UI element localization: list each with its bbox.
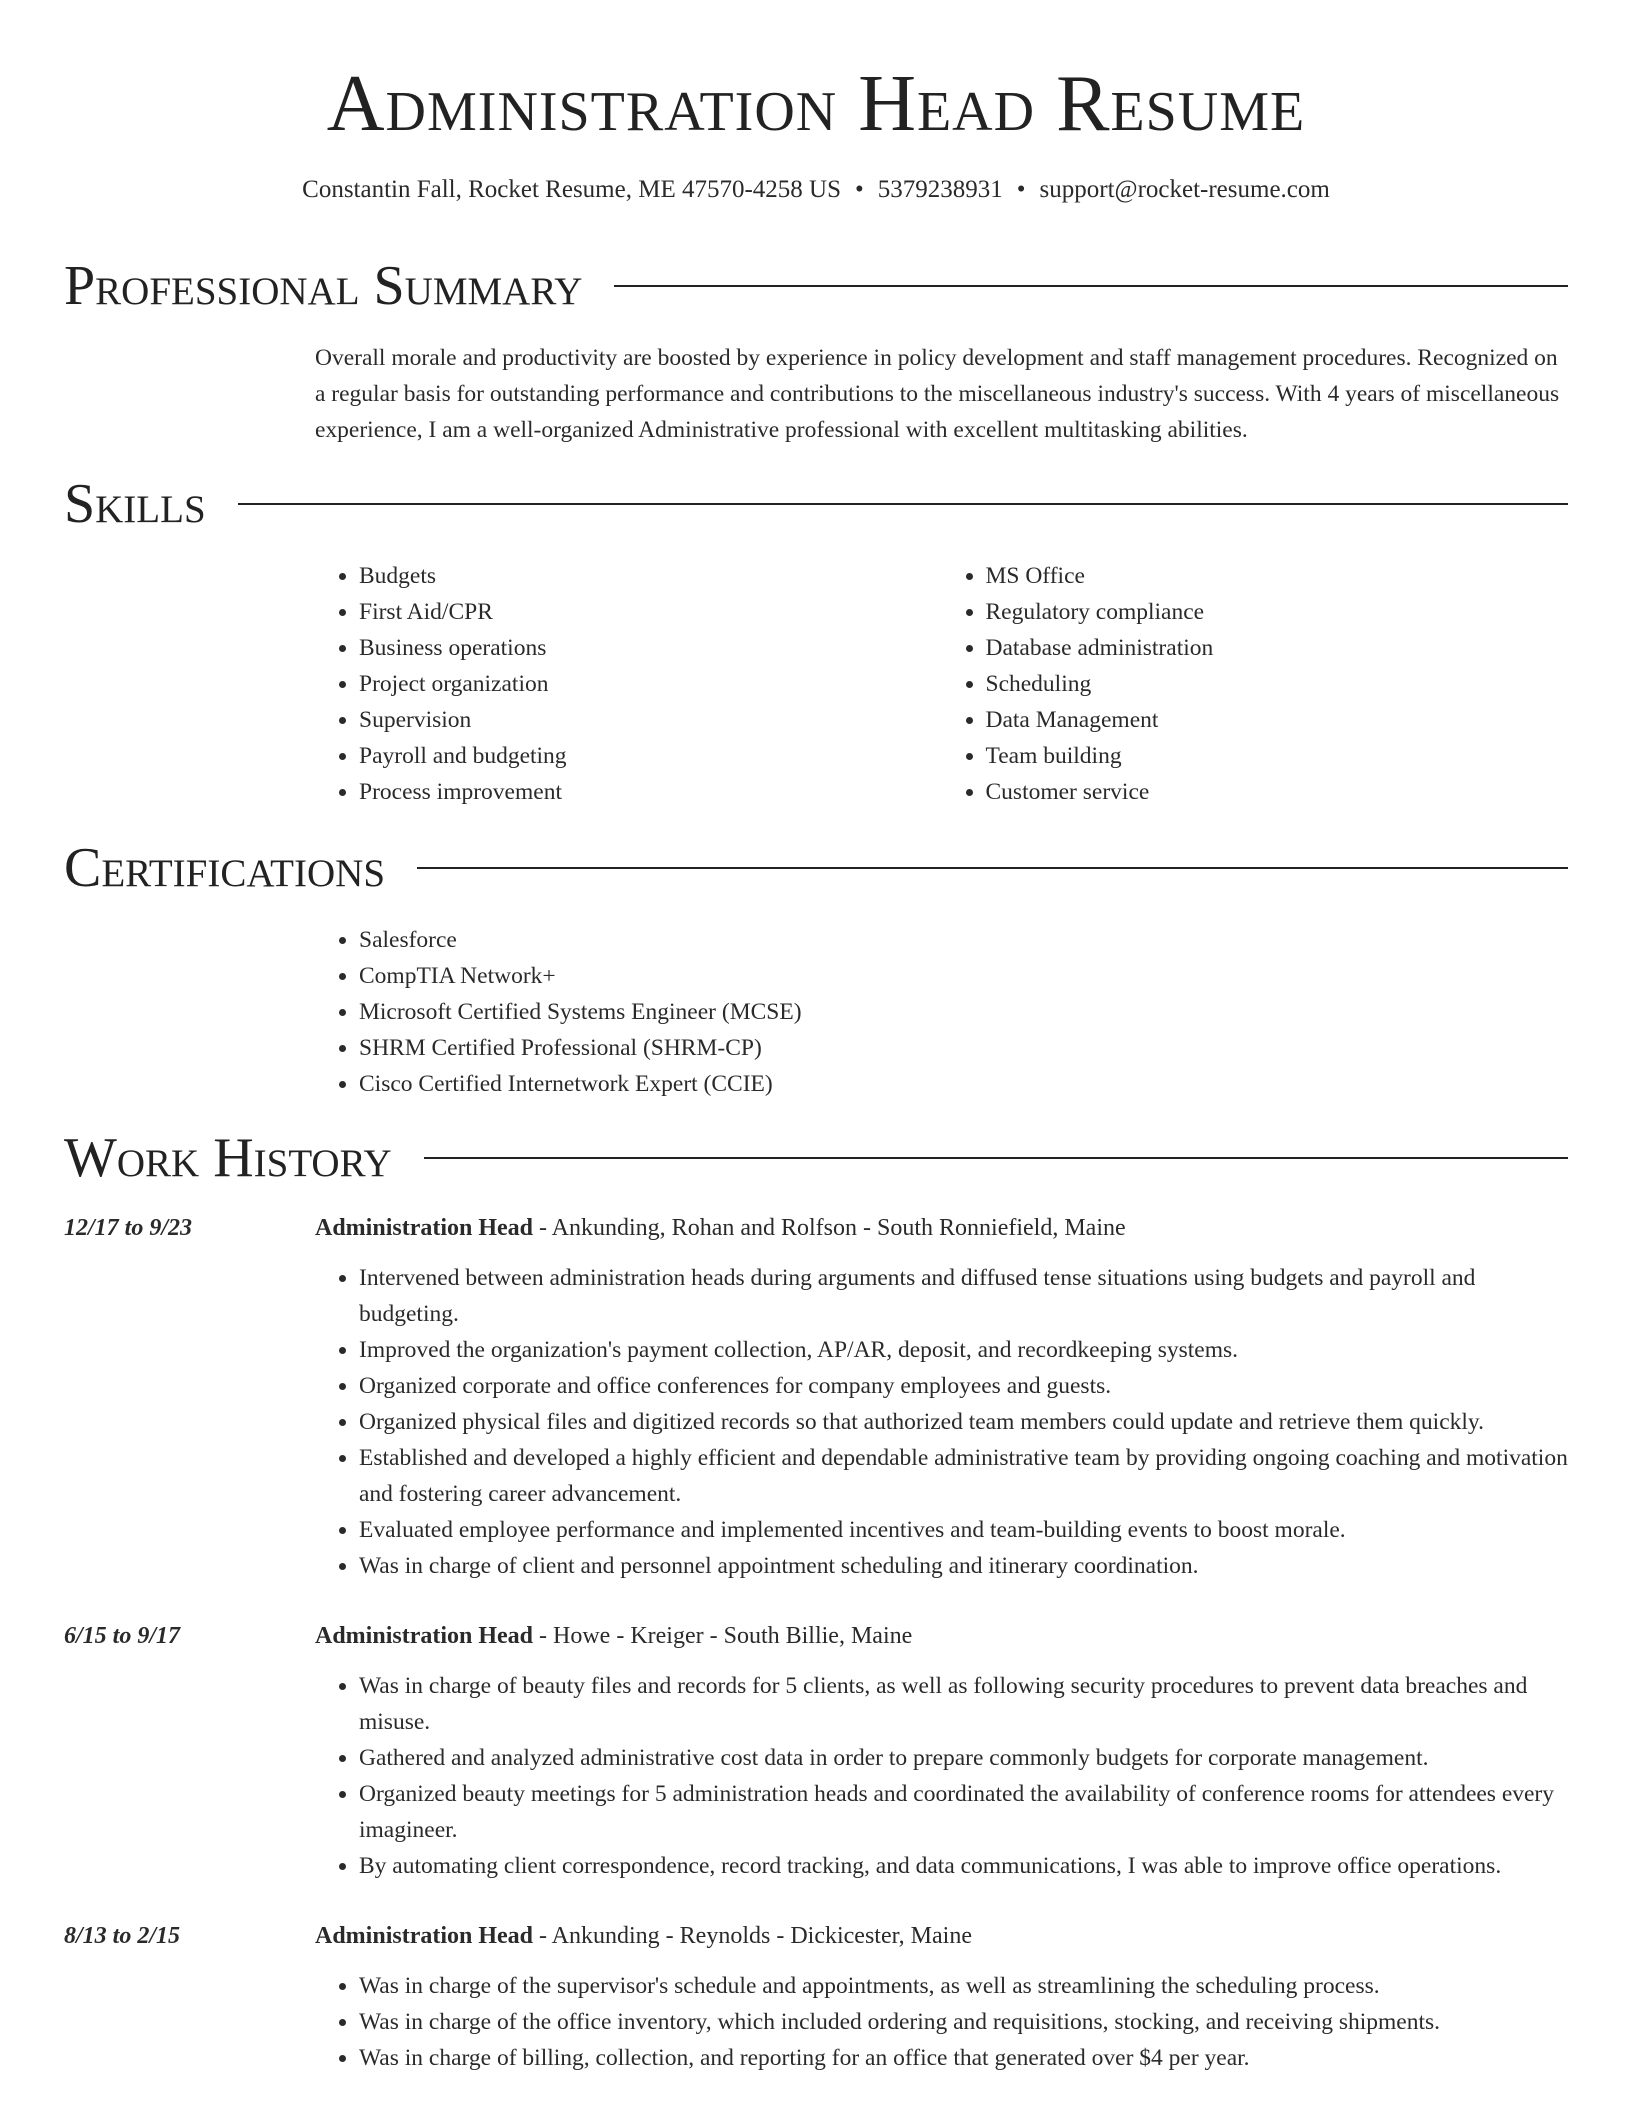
job-bullet: • Was in charge of client and personnel appointment scheduling and itinerary coordination. — [359, 1548, 1568, 1584]
skill-item: • Project organization — [359, 666, 942, 702]
skills-heading: Skills — [64, 473, 206, 535]
skill-item: • Data Management — [986, 702, 1569, 738]
job-bullet: • Organized physical files and digitized records so that authorized team members could update and retrieve them quickly. — [359, 1404, 1568, 1440]
job-entry — [64, 1918, 1568, 2076]
certification-item: • SHRM Certified Professional (SHRM-CP) — [359, 1030, 1568, 1066]
contact-line — [0, 172, 1632, 208]
certification-item: • Salesforce — [359, 922, 1568, 958]
work-history-section — [64, 1126, 1568, 2076]
summary-heading: Professional Summary — [64, 255, 583, 317]
certification-item: • CompTIA Network+ — [359, 958, 1568, 994]
job-body — [315, 1618, 1568, 1884]
skill-item: • Database administration — [986, 630, 1569, 666]
job-title: Administration Head — [315, 1215, 534, 1241]
contact-email: support@rocket-resume.com — [1039, 176, 1330, 203]
skill-item: • MS Office — [986, 558, 1569, 594]
skills-list-left — [315, 558, 942, 810]
job-dates: 6/15 to 9/17 — [64, 1623, 181, 1649]
skills-columns — [315, 558, 1568, 810]
certification-item: • Microsoft Certified Systems Engineer (MCSE) — [359, 994, 1568, 1030]
page-title: Administration Head Resume — [326, 60, 1306, 148]
job-dates: 8/13 to 2/15 — [64, 1923, 181, 1949]
skill-item: • Scheduling — [986, 666, 1569, 702]
job-body — [315, 1918, 1568, 2076]
certifications-section — [64, 836, 1568, 1102]
contact-address: Constantin Fall, Rocket Resume, ME 47570-4258 US — [302, 176, 842, 203]
certification-item: • Cisco Certified Internetwork Expert (CCIE) — [359, 1066, 1568, 1102]
job-bullet: • Evaluated employee performance and implemented incentives and team-building events to boost morale. — [359, 1512, 1568, 1548]
skill-item: • Supervision — [359, 702, 942, 738]
summary-header — [64, 254, 1568, 318]
job-title: Administration Head — [315, 1923, 534, 1949]
contact-separator: • — [855, 176, 864, 203]
job-bullet: • Was in charge of beauty files and records for 5 clients, as well as following security procedures to prevent data breaches and misuse. — [359, 1668, 1568, 1740]
job-dates: 12/17 to 9/23 — [64, 1215, 193, 1241]
job-bullet: • Organized corporate and office conferences for company employees and guests. — [359, 1368, 1568, 1404]
job-bullets — [315, 1260, 1568, 1584]
certifications-list — [315, 922, 1568, 1102]
job-employer: - Ankunding, Rohan and Rolfson - South Ronniefield, Maine — [533, 1215, 1126, 1241]
job-bullet: • Established and developed a highly efficient and dependable administrative team by providing ongoing coaching and motivation and fostering career advancement. — [359, 1440, 1568, 1512]
skills-header — [64, 472, 1568, 536]
job-title: Administration Head — [315, 1623, 534, 1649]
skills-section — [64, 472, 1568, 810]
job-bullet: • Was in charge of the office inventory, which included ordering and requisitions, stocking, and receiving shipments. — [359, 2004, 1568, 2040]
section-divider — [238, 503, 1568, 505]
skill-item: • First Aid/CPR — [359, 594, 942, 630]
summary-text: Overall morale and productivity are boosted by experience in policy development and staff management procedures. Recognized on a regular basis for outstanding performance and contributions to the miscellaneous industry's success. With 4 years of miscellaneous experience, I am a well-organized Administrative professional with excellent multitasking abilities. — [315, 345, 1560, 443]
job-bullets — [315, 1668, 1568, 1884]
contact-separator: • — [1016, 176, 1026, 203]
contact-phone: 5379238931 — [877, 176, 1003, 203]
skill-item: • Budgets — [359, 558, 942, 594]
work-history-header — [64, 1126, 1568, 1190]
certifications-heading: Certifications — [64, 837, 386, 899]
job-bullets — [315, 1968, 1568, 2076]
work-history-heading: Work History — [64, 1127, 392, 1189]
skill-item: • Team building — [986, 738, 1569, 774]
job-bullet: • Gathered and analyzed administrative cost data in order to prepare commonly budgets for corporate management. — [359, 1740, 1568, 1776]
job-bullet: • By automating client correspondence, record tracking, and data communications, I was able to improve office operations. — [359, 1848, 1568, 1884]
job-entry — [64, 1210, 1568, 1584]
job-header — [315, 1618, 1568, 1654]
skills-list-right — [942, 558, 1569, 810]
section-divider — [614, 285, 1568, 287]
skill-item: • Regulatory compliance — [986, 594, 1569, 630]
summary-section — [64, 254, 1568, 448]
section-divider — [424, 1157, 1568, 1159]
skill-item: • Process improvement — [359, 774, 942, 810]
job-header — [315, 1918, 1568, 1954]
job-bullet: • Was in charge of the supervisor's schedule and appointments, as well as streamlining the scheduling process. — [359, 1968, 1568, 2004]
job-entry — [64, 1618, 1568, 1884]
skill-item: • Customer service — [986, 774, 1569, 810]
job-body — [315, 1210, 1568, 1584]
certifications-body — [315, 922, 1568, 1102]
job-bullet: • Improved the organization's payment collection, AP/AR, deposit, and recordkeeping systems. — [359, 1332, 1568, 1368]
job-bullet: • Organized beauty meetings for 5 administration heads and coordinated the availability of conference rooms for attendees every imagineer. — [359, 1776, 1568, 1848]
job-header — [315, 1210, 1568, 1246]
section-divider — [417, 867, 1568, 869]
job-bullet: • Intervened between administration heads during arguments and diffused tense situations using budgets and payroll and budgeting. — [359, 1260, 1568, 1332]
certifications-header — [64, 836, 1568, 900]
skill-item: • Business operations — [359, 630, 942, 666]
skill-item: • Payroll and budgeting — [359, 738, 942, 774]
job-bullet: • Was in charge of billing, collection, and reporting for an office that generated over $4 per year. — [359, 2040, 1568, 2076]
job-employer: - Ankunding - Reynolds - Dickicester, Maine — [533, 1923, 972, 1949]
job-employer: - Howe - Kreiger - South Billie, Maine — [533, 1623, 913, 1649]
